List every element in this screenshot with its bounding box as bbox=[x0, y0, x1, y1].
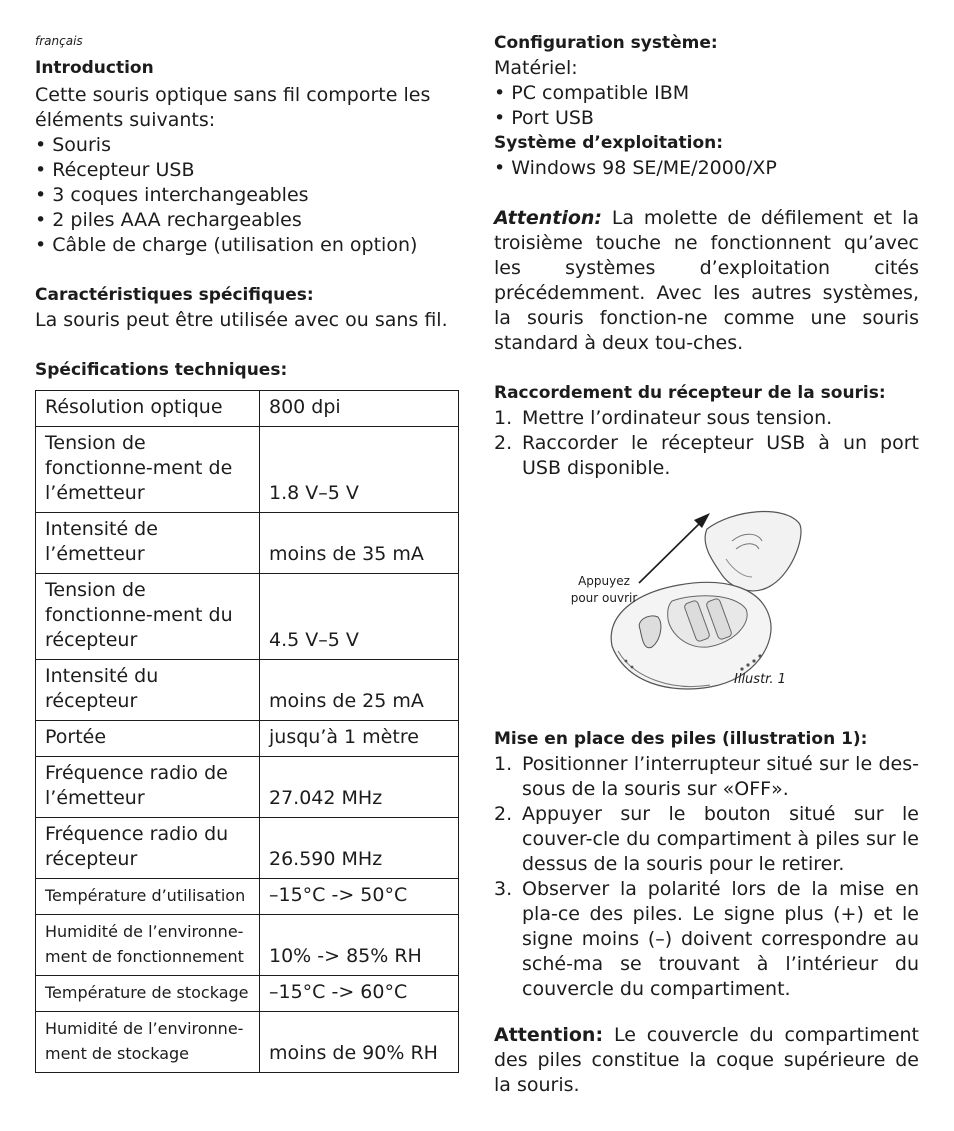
spec-label: Fréquence radio de l’émetteur bbox=[36, 757, 260, 818]
battery-heading: Mise en place des piles (illustration 1): bbox=[494, 729, 868, 749]
table-row bbox=[36, 879, 459, 915]
spec-value: jusqu’à 1 mètre bbox=[260, 721, 459, 757]
spec-label: Humidité de l’environne-ment de fonctionnement bbox=[36, 915, 260, 976]
attention-text: La molette de défilement et la troisième touche ne fonctionnent qu’avec les systèmes d’exploitation cités précédemment. Avec les autres systèmes, la souris fonction-ne comme une souris standard à deux tou-ches. bbox=[494, 207, 919, 354]
intro-heading: Introduction bbox=[35, 58, 154, 78]
list-item: • Port USB bbox=[494, 106, 919, 131]
hardware-list bbox=[494, 81, 919, 131]
spec-value: 800 dpi bbox=[260, 391, 459, 427]
spec-label: Température d’utilisation bbox=[36, 879, 260, 915]
spec-value: moins de 35 mA bbox=[260, 513, 459, 574]
spec-label: Résolution optique bbox=[36, 391, 260, 427]
table-row bbox=[36, 660, 459, 721]
spec-label: Température de stockage bbox=[36, 976, 260, 1012]
config-heading: Configuration système: bbox=[494, 33, 718, 53]
spec-value: –15°C -> 50°C bbox=[260, 879, 459, 915]
os-list bbox=[494, 156, 919, 181]
left-column bbox=[35, 56, 460, 1073]
right-column bbox=[494, 31, 919, 1098]
list-item: 2. Appuyer sur le bouton situé sur le couver-cle du compartiment à piles sur le dessus de la souris pour le retirer. bbox=[494, 803, 919, 875]
battery-steps bbox=[494, 752, 919, 1002]
attention-label: Attention: bbox=[494, 207, 603, 229]
language-label: français bbox=[35, 34, 83, 48]
connect-heading: Raccordement du récepteur de la souris: bbox=[494, 383, 886, 403]
figure-label: Appuyez pour ouvrir bbox=[570, 574, 638, 605]
list-item: 1. Mettre l’ordinateur sous tension. bbox=[494, 407, 833, 429]
spec-value: 1.8 V–5 V bbox=[260, 427, 459, 513]
table-row bbox=[36, 1012, 459, 1073]
list-item: 2. Raccorder le récepteur USB à un port USB disponible. bbox=[494, 432, 919, 479]
spec-label: Tension de fonctionne-ment du récepteur bbox=[36, 574, 260, 660]
mouse-illustration bbox=[494, 501, 919, 701]
features-heading: Caractéristiques spécifiques: bbox=[35, 285, 314, 305]
spec-value: moins de 90% RH bbox=[260, 1012, 459, 1073]
list-item: • Récepteur USB bbox=[35, 158, 460, 183]
spec-value: 27.042 MHz bbox=[260, 757, 459, 818]
spec-label: Fréquence radio du récepteur bbox=[36, 818, 260, 879]
intro-text: Cette souris optique sans fil comporte les éléments suivants: bbox=[35, 84, 431, 131]
hardware-label: Matériel: bbox=[494, 57, 578, 79]
list-item: • Câble de charge (utilisation en option) bbox=[35, 233, 460, 258]
connect-steps bbox=[494, 406, 919, 481]
spec-value: moins de 25 mA bbox=[260, 660, 459, 721]
contents-list bbox=[35, 133, 460, 258]
mouse-drawing bbox=[494, 501, 919, 701]
spec-label: Intensité du récepteur bbox=[36, 660, 260, 721]
table-row bbox=[36, 391, 459, 427]
attention-label: Attention: bbox=[494, 1024, 604, 1046]
table-row bbox=[36, 915, 459, 976]
list-item: • 3 coques interchangeables bbox=[35, 183, 460, 208]
list-item: • Windows 98 SE/ME/2000/XP bbox=[494, 156, 919, 181]
spec-value: 10% -> 85% RH bbox=[260, 915, 459, 976]
specs-table bbox=[35, 390, 459, 1073]
figure-caption: Illustr. 1 bbox=[734, 672, 786, 687]
table-row bbox=[36, 976, 459, 1012]
list-item: • PC compatible IBM bbox=[494, 81, 919, 106]
spec-label: Humidité de l’environne-ment de stockage bbox=[36, 1012, 260, 1073]
table-row bbox=[36, 721, 459, 757]
specs-heading: Spécifications techniques: bbox=[35, 360, 288, 380]
table-row bbox=[36, 757, 459, 818]
table-row bbox=[36, 574, 459, 660]
os-heading: Système d’exploitation: bbox=[494, 133, 724, 153]
spec-label: Intensité de l’émetteur bbox=[36, 513, 260, 574]
attention-note bbox=[494, 206, 919, 356]
table-row bbox=[36, 818, 459, 879]
spec-label: Portée bbox=[36, 721, 260, 757]
attention-note-2 bbox=[494, 1023, 919, 1098]
spec-value: 4.5 V–5 V bbox=[260, 574, 459, 660]
table-row bbox=[36, 427, 459, 513]
list-item: • Souris bbox=[35, 133, 460, 158]
attention-text: Le couvercle du compartiment des piles constitue la coque supérieure de la souris. bbox=[494, 1024, 920, 1096]
list-item: 3. Observer la polarité lors de la mise en pla-ce des piles. Le signe plus (+) et le signe moins (–) doivent correspondre au sché-ma se trouvant à l’intérieur du couvercle du compartiment. bbox=[494, 878, 919, 1000]
list-item: 1. Positionner l’interrupteur situé sur le des-sous de la souris sur «OFF». bbox=[494, 753, 919, 800]
features-text: La souris peut être utilisée avec ou sans fil. bbox=[35, 309, 448, 331]
list-item: • 2 piles AAA rechargeables bbox=[35, 208, 460, 233]
spec-label: Tension de fonctionne-ment de l’émetteur bbox=[36, 427, 260, 513]
spec-value: 26.590 MHz bbox=[260, 818, 459, 879]
table-row bbox=[36, 513, 459, 574]
spec-value: –15°C -> 60°C bbox=[260, 976, 459, 1012]
